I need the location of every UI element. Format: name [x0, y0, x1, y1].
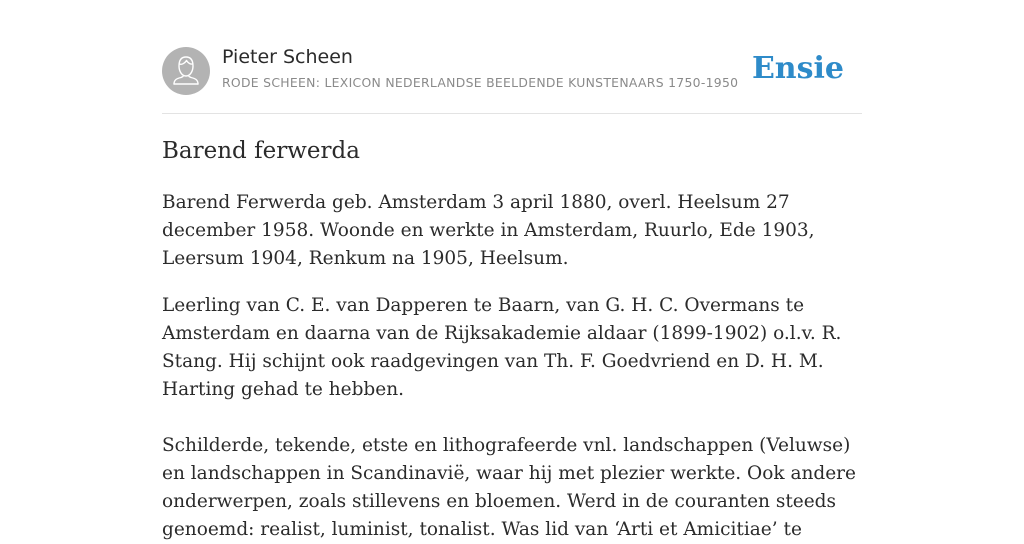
article-body: [162, 189, 867, 544]
header: [162, 46, 862, 96]
article-title: Barend ferwerda: [162, 138, 360, 164]
paragraph: Leerling van C. E. van Dapperen te Baarn, van G. H. C. Overmans te Amsterdam en daarna van de Rijksakademie aldaar (1899-1902) o.l.v. R. Stang. Hij schijnt ook raadgevingen van Th. F. Goedvriend en D. H. M. Harting gehad te hebben.: [162, 295, 842, 400]
header-divider: [162, 113, 862, 114]
paragraph: Schilderde, tekende, etste en lithografeerde vnl. landschappen (Veluwse) en landschappen in Scandinavië, waar hij met plezier werkte. Ook andere onderwerpen, zoals stillevens en bloemen. Werd in de couranten steeds genoemd: realist, luminist, tonalist. Was lid van ‘Arti et Amicitiae’ te: [162, 435, 856, 540]
brand-logo[interactable]: Ensie: [751, 51, 844, 86]
author-name[interactable]: Pieter Scheen: [222, 46, 353, 68]
user-icon: [162, 47, 210, 95]
source-label[interactable]: RODE SCHEEN: LEXICON NEDERLANDSE BEELDENDE KUNSTENAARS 1750-1950: [222, 75, 739, 90]
author-avatar[interactable]: [162, 47, 210, 95]
paragraph: Barend Ferwerda geb. Amsterdam 3 april 1880, overl. Heelsum 27 december 1958. Woonde en werkte in Amsterdam, Ruurlo, Ede 1903, Leersum 1904, Renkum na 1905, Heelsum.: [162, 192, 815, 269]
